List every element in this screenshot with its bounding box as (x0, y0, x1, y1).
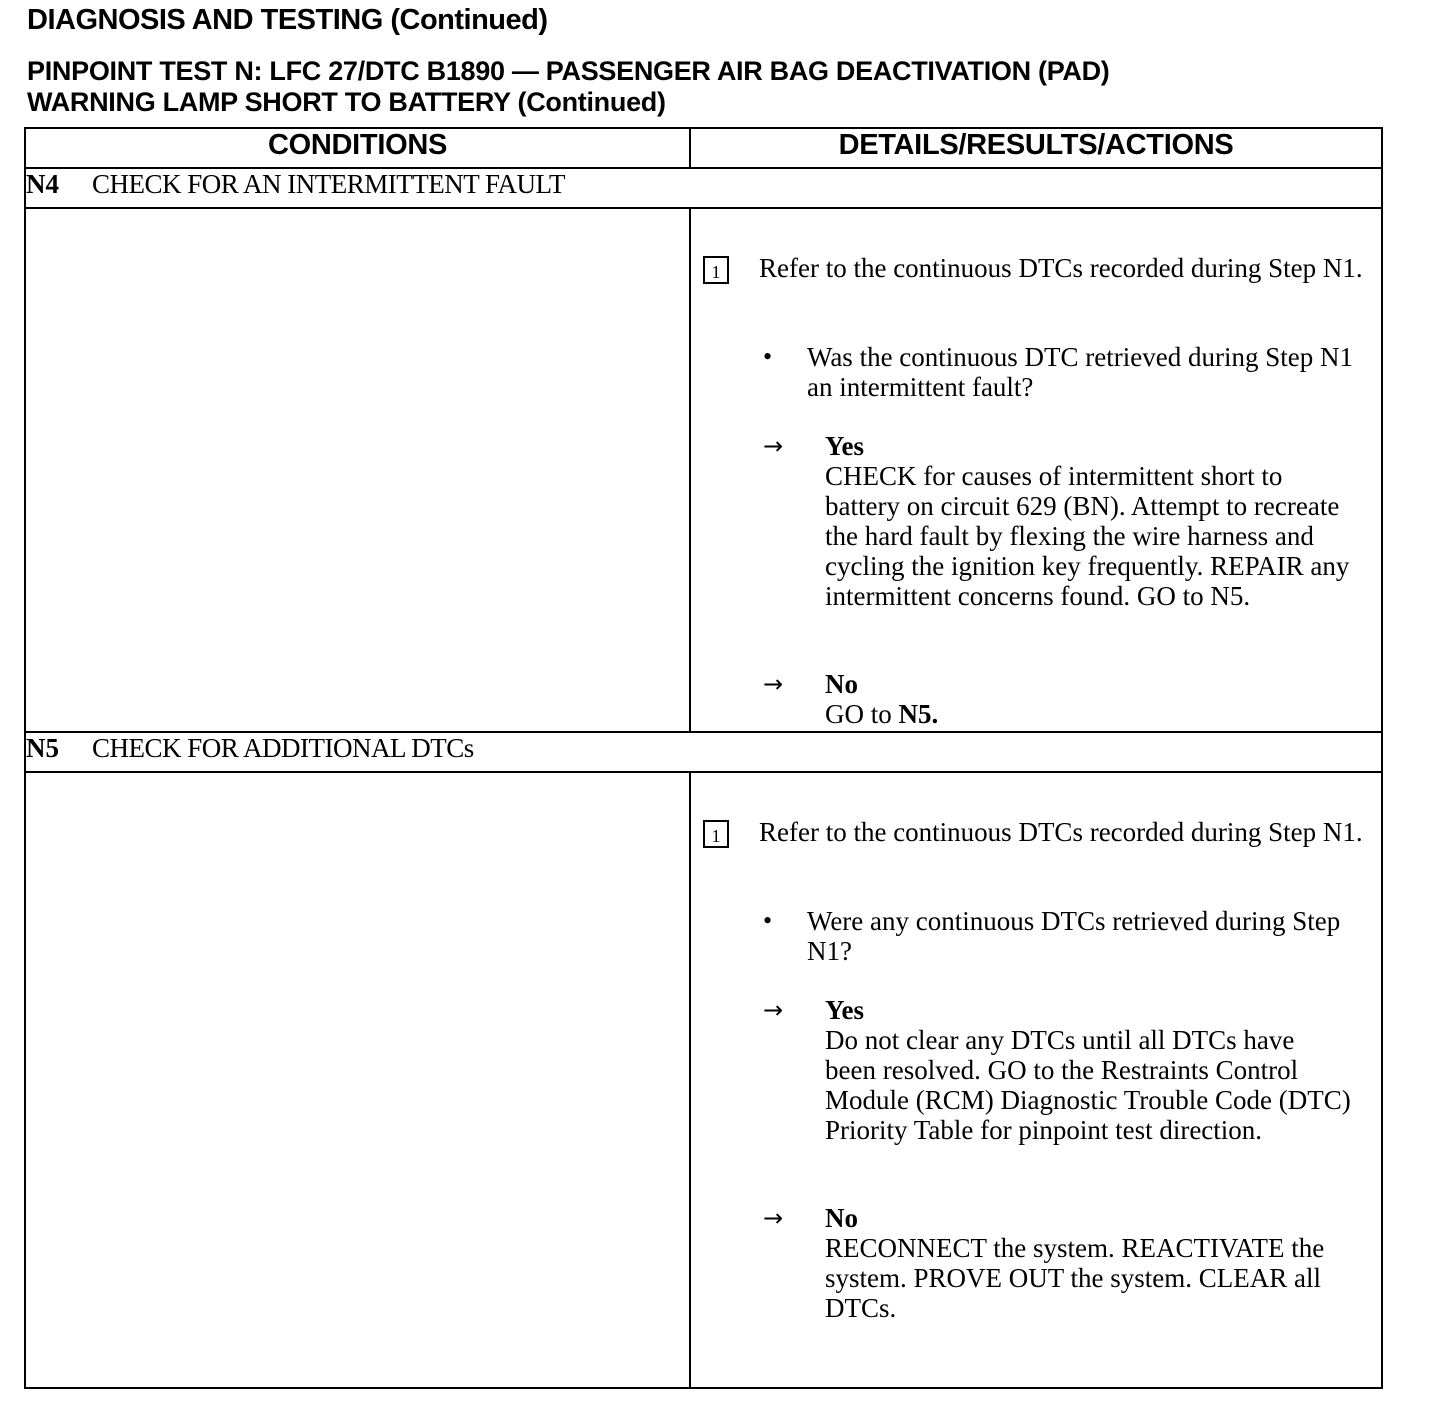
bullet-icon: • (763, 906, 773, 935)
right-arrow-icon: → (763, 670, 784, 698)
step-body-row (25, 772, 1382, 1388)
conditions-column-header: CONDITIONS (25, 128, 690, 168)
step-number-box: 1 (703, 820, 729, 848)
step-heading-row (25, 732, 1382, 772)
question-text: Was the continuous DTC retrieved during Step N1 an intermittent fault? (807, 342, 1353, 402)
step-label: CHECK FOR AN INTERMITTENT FAULT (92, 169, 566, 199)
details-column-header: DETAILS/RESULTS/ACTIONS (690, 128, 1382, 168)
yes-label: Yes (825, 431, 864, 461)
conditions-cell (25, 208, 690, 732)
step-body-row (25, 208, 1382, 732)
no-label: No (825, 1203, 858, 1233)
no-result (825, 1203, 1351, 1323)
instruction-text: Refer to the continuous DTCs recorded during Step N1. (759, 253, 1363, 283)
right-arrow-icon: → (763, 996, 784, 1024)
instruction-text: Refer to the continuous DTCs recorded during Step N1. (759, 817, 1363, 847)
page-title: DIAGNOSIS AND TESTING (Continued) (27, 4, 548, 36)
step-heading-n5 (25, 732, 1382, 772)
table-header-row (25, 128, 1382, 168)
no-text: RECONNECT the system. REACTIVATE the system. PROVE OUT the system. CLEAR all DTCs. (825, 1233, 1325, 1323)
right-arrow-icon: → (763, 1204, 784, 1232)
yes-text: Do not clear any DTCs until all DTCs have been resolved. GO to the Restraints Control Module (RCM) Diagnostic Trouble Code (DTC) Priority Table for pinpoint test direction. (825, 1025, 1351, 1145)
test-title-line1: PINPOINT TEST N: LFC 27/DTC B1890 — PASSENGER AIR BAG DEACTIVATION (PAD) (27, 56, 1110, 86)
yes-result (825, 431, 1351, 611)
step-id: N4 (26, 169, 59, 199)
no-label: No (825, 669, 858, 699)
details-cell (690, 772, 1382, 1388)
step-id: N5 (26, 733, 59, 763)
no-text-prefix: GO to (825, 699, 899, 729)
no-result (825, 669, 1351, 729)
test-title-line2: WARNING LAMP SHORT TO BATTERY (Continued) (27, 87, 666, 117)
no-text-ref: N5. (898, 699, 939, 729)
question-text: Were any continuous DTCs retrieved during Step N1? (807, 906, 1341, 966)
step-heading-row (25, 168, 1382, 208)
step-number-box: 1 (703, 256, 729, 284)
right-arrow-icon: → (763, 432, 784, 460)
yes-label: Yes (825, 995, 864, 1025)
yes-result (825, 995, 1351, 1145)
step-heading-n4 (25, 168, 1382, 208)
pinpoint-test-title (27, 56, 1110, 118)
bullet-icon: • (763, 342, 773, 371)
details-cell (690, 208, 1382, 732)
pinpoint-test-table (24, 127, 1383, 1389)
conditions-cell (25, 772, 690, 1388)
yes-text: CHECK for causes of intermittent short to battery on circuit 629 (BN). Attempt to recreate the hard fault by flexing the wire harness and cycling the ignition key frequently. REPAIR any intermittent concerns found. GO to N5. (825, 461, 1350, 611)
step-label: CHECK FOR ADDITIONAL DTCs (92, 733, 474, 763)
